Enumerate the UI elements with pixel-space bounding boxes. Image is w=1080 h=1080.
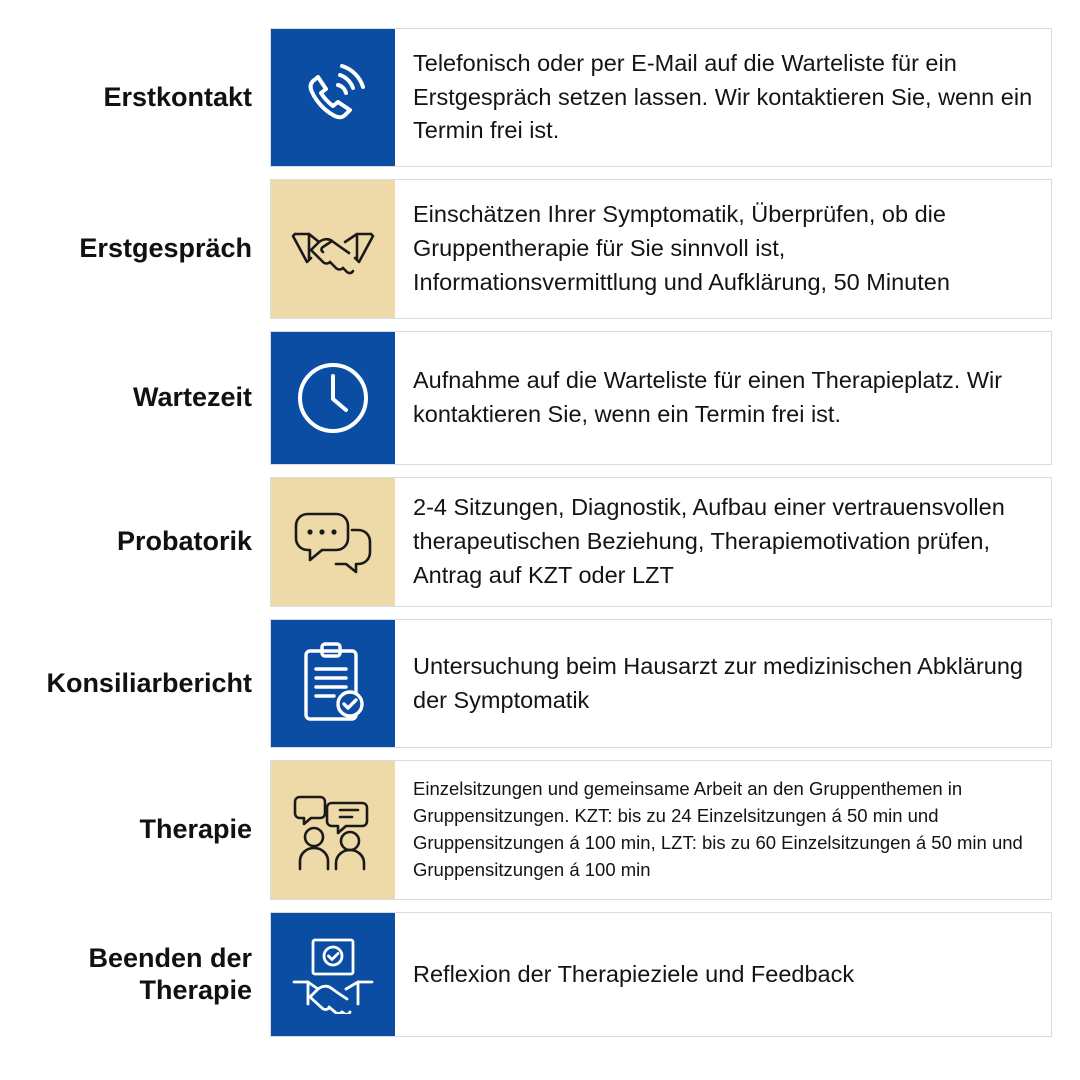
- step-card: [270, 760, 1052, 900]
- process-step-konsiliarbericht: [12, 619, 1052, 748]
- step-description: 2-4 Sitzungen, Diagnostik, Aufbau einer vertrauensvollen therapeutischen Beziehung, Therapiemotivation prüfen, Antrag auf KZT oder LZT: [413, 494, 1005, 588]
- clipboard-check-icon: [271, 620, 395, 747]
- step-card: [270, 331, 1052, 465]
- process-step-therapie: [12, 760, 1052, 900]
- process-step-erstgespraech: [12, 179, 1052, 319]
- clock-icon: [271, 332, 395, 464]
- handshake-icon: [271, 180, 395, 318]
- process-step-probatorik: [12, 477, 1052, 607]
- step-label: Erstgespräch: [79, 233, 252, 264]
- step-description: Einzelsitzungen und gemeinsame Arbeit an den Gruppenthemen in Gruppensitzungen. KZT: bis zu 24 Einzelsitzungen á 50 min und Gruppensitzungen á 100 min, LZT: bis zu 60 Einzelsitzungen á 50 min und Gruppensitzungen á 100 min: [413, 778, 1023, 880]
- process-step-wartezeit: [12, 331, 1052, 465]
- step-label: Wartezeit: [132, 382, 252, 413]
- step-description: Einschätzen Ihrer Symptomatik, Überprüfen, ob die Gruppentherapie für Sie sinnvoll ist, Informationsvermittlung und Aufklärung, 50 Minuten: [413, 201, 950, 295]
- speech-bubbles-icon: [271, 478, 395, 606]
- step-description: Reflexion der Therapieziele und Feedback: [413, 960, 855, 987]
- step-description: Untersuchung beim Hausarzt zur medizinischen Abklärung der Symptomatik: [413, 652, 1024, 713]
- step-card: [270, 477, 1052, 607]
- process-step-erstkontakt: [12, 28, 1052, 167]
- step-description: Telefonisch oder per E-Mail auf die Warteliste für ein Erstgespräch setzen lassen. Wir kontaktieren Sie, wenn ein Termin frei ist.: [413, 49, 1033, 144]
- step-card: [270, 179, 1052, 319]
- group-session-icon: [271, 761, 395, 899]
- step-label: Erstkontakt: [103, 81, 252, 112]
- step-card: [270, 912, 1052, 1037]
- step-label: Beenden der Therapie: [88, 942, 252, 1005]
- handshake-certificate-icon: [271, 913, 395, 1036]
- step-label: Probatorik: [116, 526, 252, 557]
- phone-ringing-icon: [271, 29, 395, 166]
- process-step-beenden-der-therapie: [12, 912, 1052, 1037]
- step-card: [270, 619, 1052, 748]
- step-label: Therapie: [139, 814, 252, 845]
- step-description: Aufnahme auf die Warteliste für einen Therapieplatz. Wir kontaktieren Sie, wenn ein Termin frei ist.: [413, 367, 1003, 427]
- step-card: [270, 28, 1052, 167]
- step-label: Konsiliarbericht: [46, 667, 252, 698]
